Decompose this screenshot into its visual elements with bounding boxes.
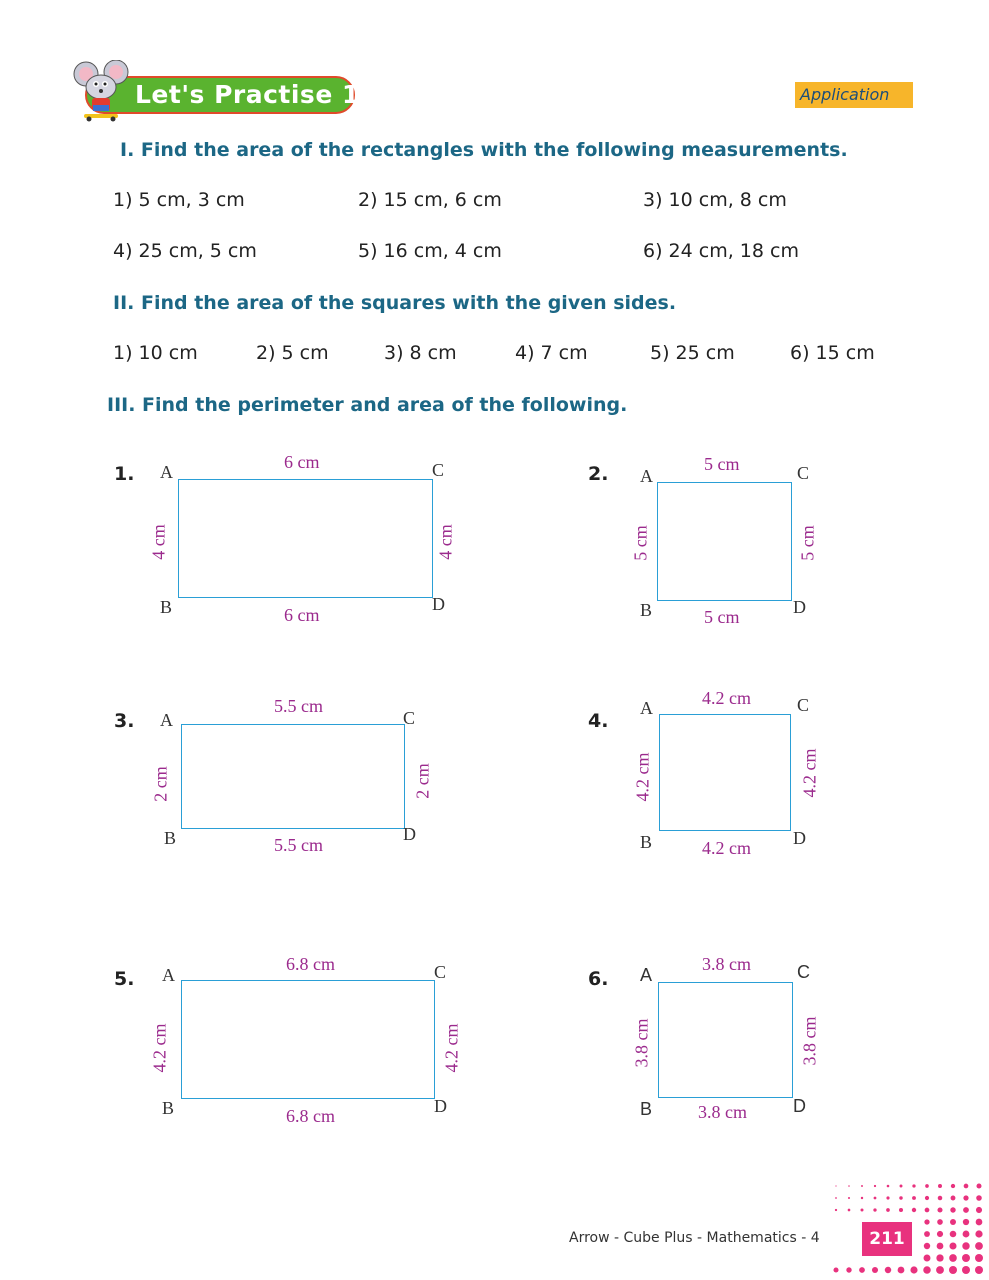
halftone-dot [964,1184,969,1189]
halftone-dot [936,1266,944,1274]
vertex-label: A [640,466,653,486]
right-measure: 3.8 cm [799,1016,820,1066]
halftone-dot [975,1266,983,1274]
list-item: 3) 10 cm, 8 cm [643,189,787,211]
halftone-dot [962,1266,970,1274]
halftone-dot [975,1242,983,1250]
halftone-dot [976,1219,983,1226]
bottom-measure: 6.8 cm [286,1106,335,1126]
halftone-dot [925,1184,929,1188]
halftone-dot [963,1219,969,1225]
top-measure: 5.5 cm [274,696,323,716]
square-figure-4 [659,714,791,831]
left-measure: 5 cm [630,525,651,561]
bottom-measure: 4.2 cm [702,838,751,858]
vertex-label: A [640,698,653,718]
halftone-dot [861,1185,863,1187]
right-measure: 4.2 cm [441,1023,462,1073]
halftone-dot [900,1185,903,1188]
vertex-label: B [162,1098,175,1118]
vertex-label: D [434,1096,447,1116]
halftone-dot [859,1267,865,1273]
list-item: 4) 25 cm, 5 cm [113,240,257,262]
figure-number: 6. [588,968,609,990]
page-number: 211 [862,1222,912,1256]
halftone-dot [899,1208,903,1212]
vertex-label: B [640,832,653,852]
list-item: 4) 7 cm [515,342,588,364]
vertex-label: C [797,962,810,982]
halftone-dot [938,1184,942,1188]
list-item: 5) 25 cm [650,342,735,364]
halftone-dot [963,1207,969,1213]
halftone-dot [950,1207,955,1212]
halftone-dot [951,1196,956,1201]
halftone-dot [963,1231,970,1238]
halftone-dot [976,1195,982,1201]
halftone-dot [923,1266,930,1273]
vertex-label: A [162,965,175,985]
bottom-measure: 5.5 cm [274,835,323,855]
section-1-heading: I. Find the area of the rectangles with the following measurements. [120,139,848,161]
halftone-dot [924,1231,930,1237]
halftone-dot [873,1208,876,1211]
list-item: 3) 8 cm [384,342,457,364]
vertex-label: A [160,710,173,730]
vertex-label: A [160,462,173,482]
vertex-label: B [164,828,177,848]
halftone-dot [937,1219,943,1225]
halftone-dot [910,1266,917,1273]
application-label: Application [800,85,890,104]
figure-number: 4. [588,710,609,732]
vertex-label: B [640,600,653,620]
section-3-heading: III. Find the perimeter and area of the following. [107,394,628,416]
halftone-dot [975,1254,983,1262]
halftone-dot [912,1184,915,1187]
halftone-dot [861,1197,863,1199]
halftone-dot [912,1208,916,1212]
halftone-dot [833,1267,838,1272]
vertex-label: C [797,463,810,483]
halftone-dot [936,1254,943,1261]
mouse-mascot-icon [72,60,142,122]
halftone-dot [924,1219,929,1224]
list-item: 6) 15 cm [790,342,875,364]
footer-book-title: Arrow - Cube Plus - Mathematics - 4 [569,1230,820,1246]
halftone-dot [976,1183,981,1188]
halftone-dot [848,1197,850,1199]
bottom-measure: 3.8 cm [698,1102,747,1122]
vertex-label: D [432,594,445,614]
top-measure: 3.8 cm [702,954,751,974]
square-figure-6 [658,982,793,1098]
section-2-heading: II. Find the area of the squares with the given sides. [113,292,677,314]
list-item: 2) 15 cm, 6 cm [358,189,502,211]
square-figure-2 [657,482,792,601]
left-measure: 4 cm [148,524,169,560]
left-measure: 4.2 cm [632,752,653,802]
right-measure: 5 cm [797,525,818,561]
halftone-dot [835,1185,836,1186]
figure-number: 5. [114,968,135,990]
halftone-dot [976,1207,982,1213]
left-measure: 3.8 cm [631,1018,652,1068]
vertex-label: B [160,597,173,617]
halftone-dot [835,1209,837,1211]
halftone-dot [848,1185,850,1187]
halftone-dot [962,1254,970,1262]
halftone-dot [938,1196,943,1201]
list-item: 6) 24 cm, 18 cm [643,240,799,262]
vertex-label: D [793,828,806,848]
figure-number: 1. [114,463,135,485]
left-measure: 2 cm [150,766,171,802]
halftone-dot [937,1231,943,1237]
halftone-dot [950,1219,956,1225]
vertex-label: D [793,1096,806,1116]
halftone-dot [886,1208,890,1212]
dot-pattern-icon [830,1180,989,1280]
list-item: 5) 16 cm, 4 cm [358,240,502,262]
halftone-dot [886,1196,889,1199]
halftone-dot [872,1267,878,1273]
top-measure: 6 cm [284,452,320,472]
halftone-dot [963,1195,968,1200]
halftone-dot [951,1184,955,1188]
right-measure: 4 cm [435,524,456,560]
halftone-dot [874,1197,877,1200]
list-item: 2) 5 cm [256,342,329,364]
vertex-label: C [797,695,810,715]
halftone-dot [925,1208,930,1213]
halftone-dot [925,1196,929,1200]
rectangle-figure-5 [181,980,435,1099]
halftone-dot [887,1185,890,1188]
halftone-dot [912,1196,916,1200]
halftone-dot [949,1266,957,1274]
bottom-measure: 6 cm [284,605,320,625]
halftone-dot [950,1231,957,1238]
figure-number: 3. [114,710,135,732]
halftone-dot [924,1255,931,1262]
rectangle-figure-1 [178,479,433,598]
top-measure: 4.2 cm [702,688,751,708]
vertex-label: D [403,824,416,844]
top-measure: 5 cm [704,454,740,474]
halftone-dot [899,1196,902,1199]
vertex-label: A [640,965,653,985]
halftone-dot [848,1209,851,1212]
halftone-dot [937,1243,944,1250]
halftone-dot [846,1267,851,1272]
rectangle-figure-3 [181,724,405,829]
page-title: Let's Practise 11.2 [135,80,406,109]
halftone-dot [861,1209,864,1212]
vertex-label: D [793,597,806,617]
list-item: 1) 10 cm [113,342,198,364]
list-item: 1) 5 cm, 3 cm [113,189,245,211]
halftone-dot [924,1243,930,1249]
right-measure: 4.2 cm [799,748,820,798]
halftone-dot [874,1185,876,1187]
bottom-measure: 5 cm [704,607,740,627]
halftone-dot [898,1267,905,1274]
vertex-label: C [432,460,445,480]
halftone-dot [835,1197,837,1199]
left-measure: 4.2 cm [149,1023,170,1073]
vertex-label: B [640,1099,653,1119]
halftone-dot [885,1267,891,1273]
vertex-label: C [403,708,416,728]
halftone-dot [962,1242,969,1249]
halftone-dot [937,1207,942,1212]
right-measure: 2 cm [412,763,433,799]
halftone-dot [975,1230,982,1237]
vertex-label: C [434,962,447,982]
top-measure: 6.8 cm [286,954,335,974]
figure-number: 2. [588,463,609,485]
halftone-dot [949,1254,957,1262]
halftone-dot [949,1242,956,1249]
